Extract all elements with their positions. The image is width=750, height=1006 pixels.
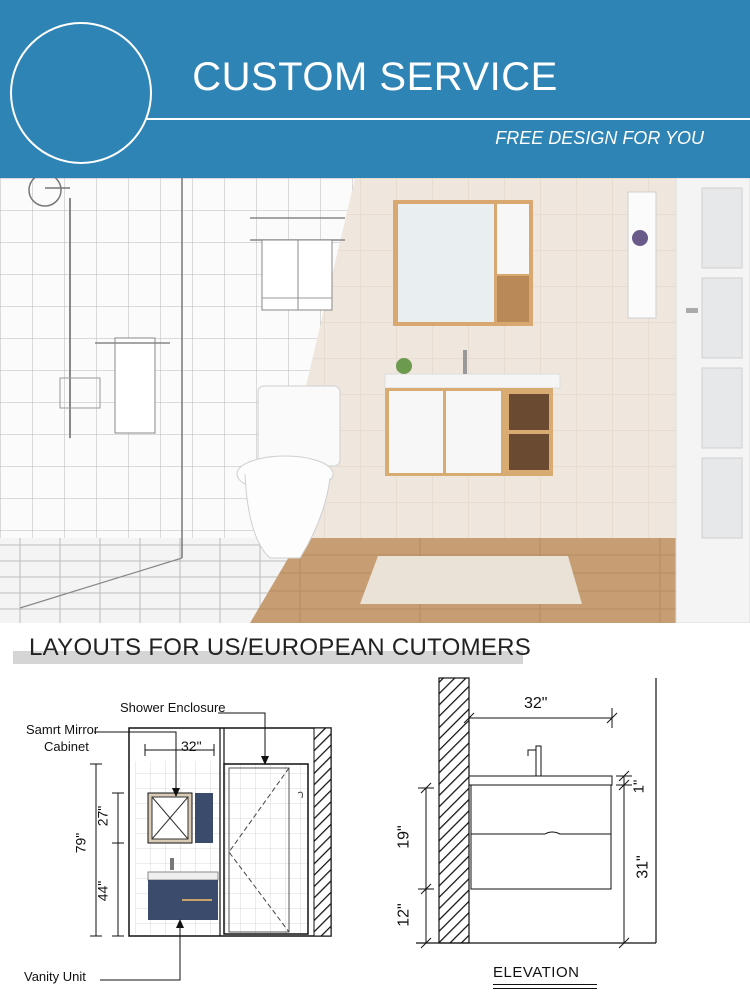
layout-diagram (0, 668, 750, 1001)
elevation-title: ELEVATION (493, 964, 580, 981)
header-banner (0, 0, 750, 178)
section-heading-text: LAYOUTS FOR US/EUROPEAN CUTOMERS (29, 634, 532, 661)
layout-drawing (0, 668, 750, 1001)
shower-enclosure-label: Shower Enclosure (120, 700, 226, 715)
elevation-view (416, 678, 656, 948)
mirror-cabinet-label-2: Cabinet (44, 739, 89, 754)
page-title: CUSTOM SERVICE (192, 55, 558, 99)
plan-upper-dimension: 27" (94, 805, 111, 827)
bathroom-illustration (0, 178, 750, 623)
elevation-width-dimension: 32" (524, 695, 548, 712)
plan-view (90, 713, 331, 980)
section-heading (13, 634, 532, 664)
bathroom-render (0, 178, 750, 623)
elevation-total-dimension: 31" (634, 855, 652, 879)
page-subtitle: FREE DESIGN FOR YOU (495, 128, 704, 148)
mirror-cabinet-label-1: Samrt Mirror (26, 722, 99, 737)
elevation-top-dimension: 1" (630, 779, 648, 794)
elevation-cabinet-dimension: 19" (395, 825, 413, 849)
elevation-title-underline (493, 984, 597, 989)
plan-lower-dimension: 44" (94, 880, 111, 902)
plan-total-height-dimension: 79" (72, 832, 89, 854)
vanity-unit-label: Vanity Unit (24, 969, 86, 984)
plan-width-dimension: 32" (181, 738, 202, 754)
header-divider (145, 118, 750, 120)
elevation-bottom-dimension: 12" (395, 903, 413, 927)
